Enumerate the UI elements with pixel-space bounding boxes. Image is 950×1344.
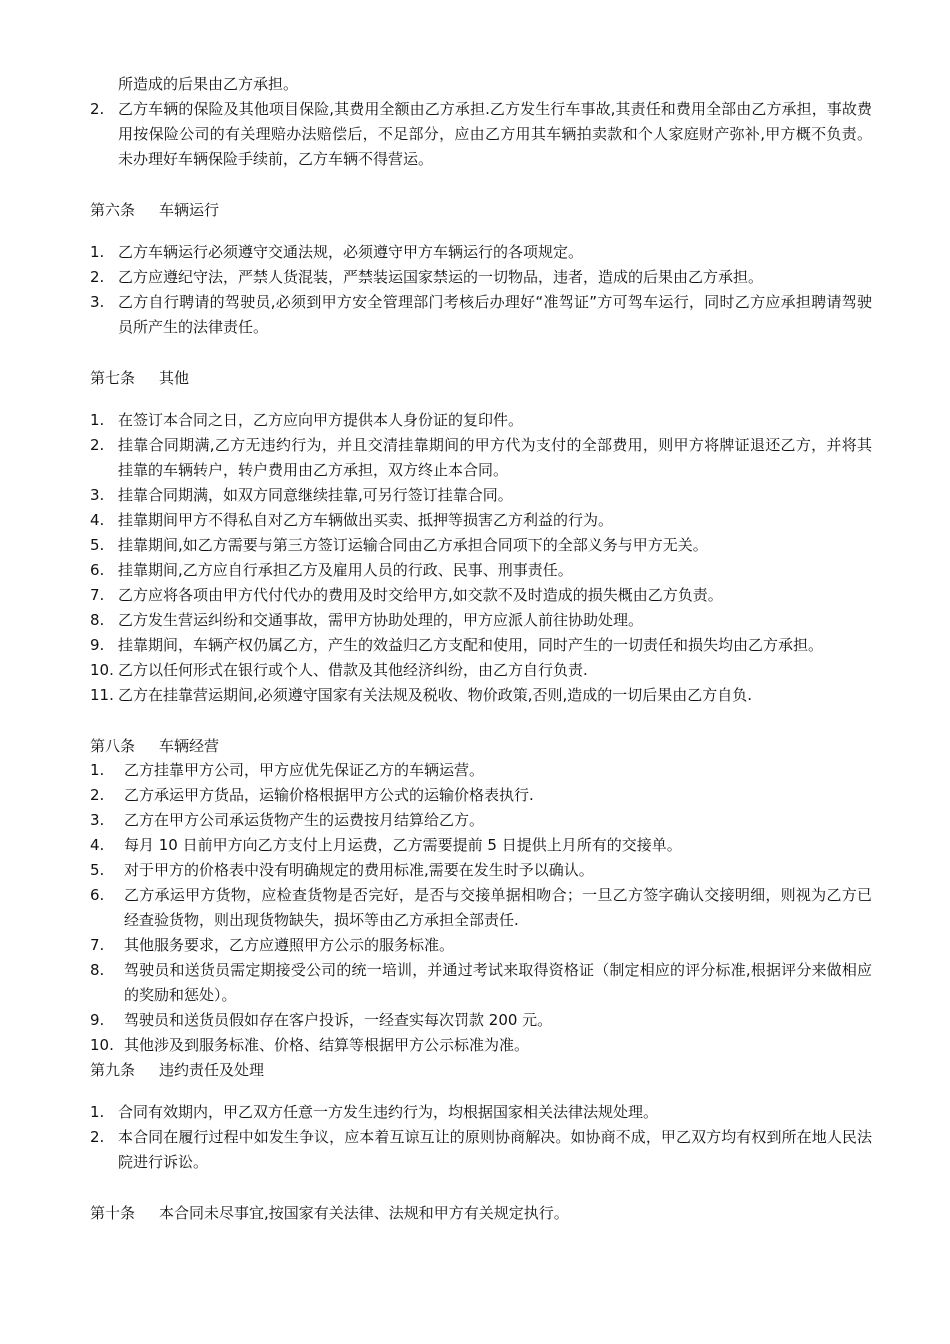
list-item: 10. 其他涉及到服务标准、价格、结算等根据甲方公示标准为准。 bbox=[90, 1036, 530, 1054]
list-item: 1. 乙方车辆运行必须遵守交通法规，必须遵守甲方车辆运行的各项规定。 bbox=[90, 243, 584, 261]
list-item: 11. 乙方在挂靠营运期间,必须遵守国家有关法规及税收、物价政策,否则,造成的一切后果由乙方自负. bbox=[90, 686, 753, 704]
top-list bbox=[90, 97, 872, 172]
list-item: 3. 乙方自行聘请的驾驶员,必须到甲方安全管理部门考核后办理好“准驾证”方可驾车运行，同时乙方应承担聘请驾驶员所产生的法律责任。 bbox=[90, 293, 872, 336]
list-item: 6. 挂靠期间,乙方应自行承担乙方及雇用人员的行政、民事、刑事责任。 bbox=[90, 561, 573, 579]
list-item: 1. 合同有效期内，甲乙双方任意一方发生违约行为，均根据国家相关法律法规处理。 bbox=[90, 1103, 659, 1121]
list-item: 4. 每月 10 日前甲方向乙方支付上月运费，乙方需要提前 5 日提供上月所有的交接单。 bbox=[90, 836, 682, 854]
list-item: 1. 在签订本合同之日，乙方应向甲方提供本人身份证的复印件。 bbox=[90, 411, 524, 429]
article-9-list bbox=[90, 1100, 872, 1175]
list-item: 10. 乙方以任何形式在银行或个人、借款及其他经济纠纷，由乙方自行负责. bbox=[90, 661, 588, 679]
list-item: 2. 乙方承运甲方货品，运输价格根据甲方公式的运输价格表执行. bbox=[90, 786, 534, 804]
list-item: 2. 挂靠合同期满,乙方无违约行为，并且交清挂靠期间的甲方代为支付的全部费用，则甲方将牌证退还乙方，并将其挂靠的车辆转户，转户费用由乙方承担，双方终止本合同。 bbox=[90, 436, 872, 479]
list-item: 6. 乙方承运甲方货物，应检查货物是否完好，是否与交接单据相吻合；一旦乙方签字确认交接明细，则视为乙方已经查验货物，则出现货物缺失，损坏等由乙方承担全部责任. bbox=[90, 886, 872, 929]
article-6-heading: 第六条 车辆运行 bbox=[90, 201, 220, 219]
list-item: 5. 挂靠期间,如乙方需要与第三方签订运输合同由乙方承担合同项下的全部义务与甲方无关。 bbox=[90, 536, 708, 554]
list-item: 7. 乙方应将各项由甲方代付代办的费用及时交给甲方,如交款不及时造成的损失概由乙方负责。 bbox=[90, 586, 723, 604]
list-item: 5. 对于甲方的价格表中没有明确规定的费用标准,需要在发生时予以确认。 bbox=[90, 861, 594, 879]
article-6-list bbox=[90, 240, 872, 340]
article-7-heading: 第七条 其他 bbox=[90, 369, 190, 387]
list-item: 9. 挂靠期间，车辆产权仍属乙方，产生的效益归乙方支配和使用，同时产生的一切责任和损失均由乙方承担。 bbox=[90, 636, 824, 654]
list-item: 3. 乙方在甲方公司承运货物产生的运费按月结算给乙方。 bbox=[90, 811, 485, 829]
list-item: 2. 本合同在履行过程中如发生争议，应本着互谅互让的原则协商解决。如协商不成，甲乙双方均有权到所在地人民法院进行诉讼。 bbox=[90, 1128, 872, 1171]
article-10-heading: 第十条 本合同未尽事宜,按国家有关法律、法规和甲方有关规定执行。 bbox=[90, 1204, 569, 1222]
list-item: 3. 挂靠合同期满，如双方同意继续挂靠,可另行签订挂靠合同。 bbox=[90, 486, 513, 504]
list-item: 9. 驾驶员和送货员假如存在客户投诉，一经查实每次罚款 200 元。 bbox=[90, 1011, 553, 1029]
list-item: 1. 乙方挂靠甲方公司，甲方应优先保证乙方的车辆运营。 bbox=[90, 761, 485, 779]
continuation-text: 所造成的后果由乙方承担。 bbox=[118, 75, 299, 93]
article-7-list bbox=[90, 408, 872, 708]
article-8-list bbox=[90, 758, 872, 1058]
list-item: 2. 乙方车辆的保险及其他项目保险,其费用全额由乙方承担.乙方发生行车事故,其责任和费用全部由乙方承担，事故费用按保险公司的有关理赔办法赔偿后，不足部分，应由乙方用其车辆拍卖款和个人家庭财产弥补,甲方概不负责。未办理好车辆保险手续前，乙方车辆不得营运。 bbox=[90, 100, 872, 168]
list-item: 2. 乙方应遵纪守法，严禁人货混装，严禁装运国家禁运的一切物品，违者，造成的后果由乙方承担。 bbox=[90, 268, 764, 286]
list-item: 7. 其他服务要求，乙方应遵照甲方公示的服务标准。 bbox=[90, 936, 455, 954]
article-8-heading: 第八条 车辆经营 bbox=[90, 737, 220, 755]
list-item: 8. 驾驶员和送货员需定期接受公司的统一培训，并通过考试来取得资格证（制定相应的评分标准,根据评分来做相应的奖励和惩处）。 bbox=[90, 961, 872, 1004]
continuation-paragraph bbox=[90, 72, 872, 97]
article-9-heading: 第九条 违约责任及处理 bbox=[90, 1061, 265, 1079]
list-item: 8. 乙方发生营运纠纷和交通事故，需甲方协助处理的，甲方应派人前往协助处理。 bbox=[90, 611, 644, 629]
list-item: 4. 挂靠期间甲方不得私自对乙方车辆做出买卖、抵押等损害乙方利益的行为。 bbox=[90, 511, 614, 529]
